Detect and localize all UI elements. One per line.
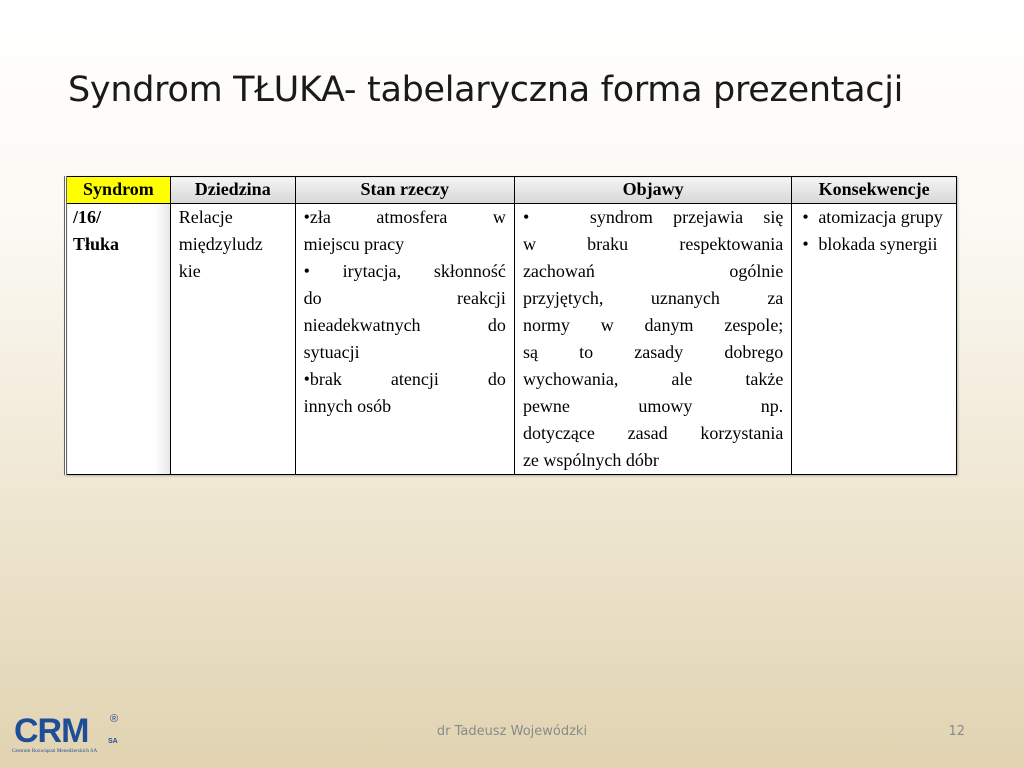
logo-subtitle: Centrum Rozwiązań Menedżerskich SA bbox=[12, 748, 98, 754]
stan-rzeczy-line: • irytacja, skłonność bbox=[303, 261, 506, 281]
header-konsekwencje: Konsekwencje bbox=[792, 177, 957, 204]
cell-syndrom bbox=[66, 204, 171, 475]
cell-konsekwencje bbox=[792, 204, 957, 475]
list-item: • blokada synergii bbox=[818, 231, 948, 258]
page-number: 12 bbox=[948, 724, 965, 739]
dziedzina-line: międzyludz bbox=[178, 234, 263, 254]
dziedzina-line: kie bbox=[178, 261, 201, 281]
dziedzina-line: Relacje bbox=[178, 207, 233, 227]
konsekwencje-list bbox=[800, 204, 948, 258]
objawy-line: w braku respektowania bbox=[522, 234, 784, 254]
logo-text: CRM bbox=[14, 712, 89, 750]
cell-dziedzina bbox=[170, 204, 295, 475]
list-item: • atomizacja grupy bbox=[818, 204, 948, 231]
syndrom-name: Tłuka bbox=[73, 234, 120, 254]
stan-rzeczy-line: •zła atmosfera w bbox=[303, 207, 506, 227]
stan-rzeczy-line: do reakcji bbox=[303, 288, 506, 308]
objawy-line: pewne umowy np. bbox=[522, 396, 784, 416]
stan-rzeczy-line: miejscu pracy bbox=[303, 234, 405, 254]
header-objawy: Objawy bbox=[514, 177, 791, 204]
objawy-line: ze wspólnych dóbr bbox=[522, 450, 659, 470]
stan-rzeczy-line: •brak atencji do bbox=[303, 369, 506, 389]
objawy-line: zachowań ogólnie bbox=[522, 261, 784, 281]
syndrom-number: /16/ bbox=[73, 207, 102, 227]
objawy-line: dotyczące zasad korzystania bbox=[522, 423, 784, 443]
objawy-line: wychowania, ale także bbox=[522, 369, 784, 389]
objawy-line: są to zasady dobrego bbox=[522, 342, 784, 362]
stan-rzeczy-line: sytuacji bbox=[303, 342, 360, 362]
objawy-line: przyjętych, uznanych za bbox=[522, 288, 784, 308]
header-stan-rzeczy: Stan rzeczy bbox=[295, 177, 514, 204]
header-syndrom: Syndrom bbox=[66, 177, 171, 204]
table-row bbox=[66, 204, 957, 475]
table-header-row bbox=[66, 177, 957, 204]
footer-author: dr Tadeusz Wojewódzki bbox=[436, 724, 588, 739]
syndrome-table bbox=[64, 176, 957, 475]
header-dziedzina: Dziedzina bbox=[170, 177, 295, 204]
stan-rzeczy-line: innych osób bbox=[303, 396, 392, 416]
objawy-line: normy w danym zespole; bbox=[522, 315, 784, 335]
logo-badge: SA bbox=[108, 738, 118, 745]
slide-title: Syndrom TŁUKA- tabelaryczna forma prezentacji bbox=[68, 70, 904, 110]
stan-rzeczy-line: nieadekwatnych do bbox=[303, 315, 506, 335]
objawy-line: • syndrom przejawia się bbox=[522, 207, 784, 227]
logo-registered: ® bbox=[110, 713, 119, 725]
cell-stan-rzeczy bbox=[295, 204, 514, 475]
cell-objawy bbox=[514, 204, 791, 475]
